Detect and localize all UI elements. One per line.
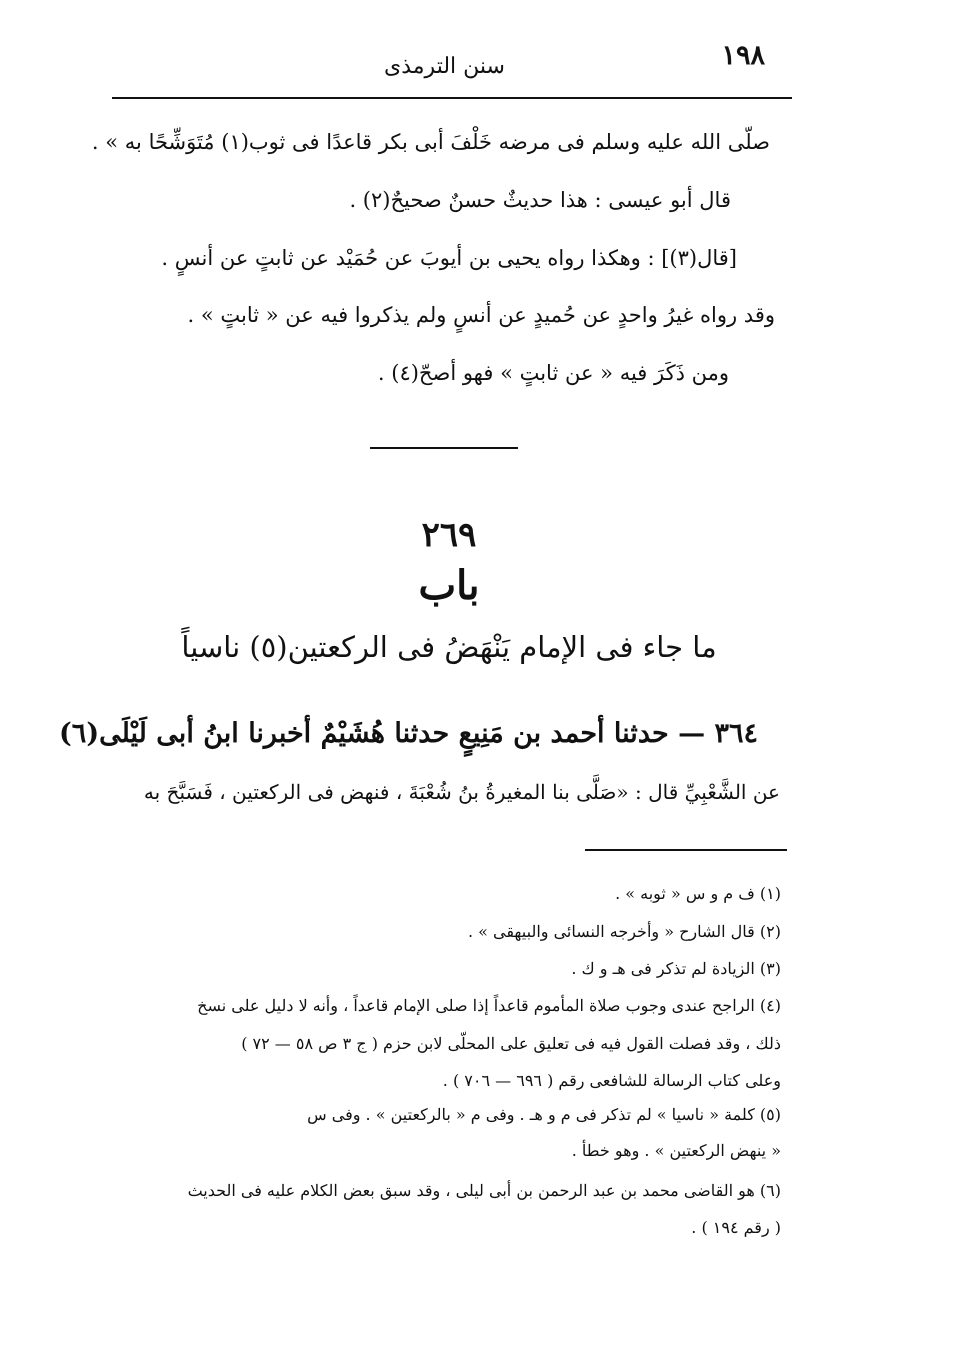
running-title: سنن الترمذى [384,54,505,79]
footnote-4-line-2: ذلك ، وقد فصلت القول فيه فى تعليق على المحلّى لابن حزم ( ج ٣ ص ٥٨ — ٧٢ ) [241,1034,781,1053]
footnote-3: (٣) الزيادة لم تذكر فى هـ و ك . [571,959,781,978]
page-number: ١٩٨ [721,40,765,71]
footnote-2: (٢) قال الشارح « وأخرجه النسائى والبيهقى » . [467,922,781,941]
footnote-4-line-1: (٤) الراجح عندى وجوب صلاة المأموم قاعداً إذا صلى الإمام قاعداً ، وأنه لا دليل على نسخ [197,996,781,1015]
chapter-number: ٢٦٩ [421,515,477,555]
footnote-6-line-1: (٦) هو القاضى محمد بن عبد الرحمن بن أبى ليلى ، وقد سبق بعض الكلام عليه فى الحديث [187,1181,781,1200]
footnote-4-line-3: وعلى كتاب الرسالة للشافعى رقم ( ٦٩٦ — ٧٠٦ ) . [442,1071,781,1090]
footnote-5-line-1: (٥) كلمة « ناسيا » لم تذكر فى م و هـ . وفى م « بالركعتين » . وفى س [307,1105,781,1124]
text-line-5: ومن ذَكَرَ فيه « عن ثابتٍ » فهو أصحّ(٤) . [377,361,729,385]
text-line-2: قال أبو عيسى : هذا حديثٌ حسنٌ صحيحٌ(٢) . [349,188,731,212]
hadith-text-line: عن الشَّعْبِيِّ قال : «صَلَّى بنا المغيرةُ بنُ شُعْبَةَ ، فنهض فى الركعتين ، فَسَبَّحَ به [143,780,780,804]
text-line-1: صلّى الله عليه وسلم فى مرضه خَلْفَ أبى بكر قاعدًا فى ثوب(١) مُتَوَشِّحًا به » . [91,130,770,154]
footnote-6-line-2: ( رقم ١٩٤ ) . [691,1218,781,1237]
chapter-label: باب [418,562,480,609]
footnote-5-line-2: « ينهض الركعتين » . وهو خطأ . [571,1141,781,1160]
section-divider [370,447,518,449]
header-rule [112,97,792,99]
text-line-3: [قال(٣)] : وهكذا رواه يحيى بن أيوبَ عن حُمَيْد عن ثابتٍ عن أنسٍ . [161,246,737,270]
chapter-title: ما جاء فى الإمام يَنْهَضُ فى الركعتين(٥) ناسياً [181,630,717,664]
footnote-divider [585,849,787,851]
text-line-4: وقد رواه غيرُ واحدٍ عن حُميدٍ عن أنسٍ ولم يذكروا فيه عن « ثابتٍ » . [187,303,775,327]
hadith-heading: ٣٦٤ — حدثنا أحمد بن مَنِيعٍ حدثنا هُشَيْمٌ أخبرنا ابنُ أبى لَيْلَى(٦) [59,718,758,749]
footnote-1: (١) ف م و س « ثوبه » . [615,884,781,903]
